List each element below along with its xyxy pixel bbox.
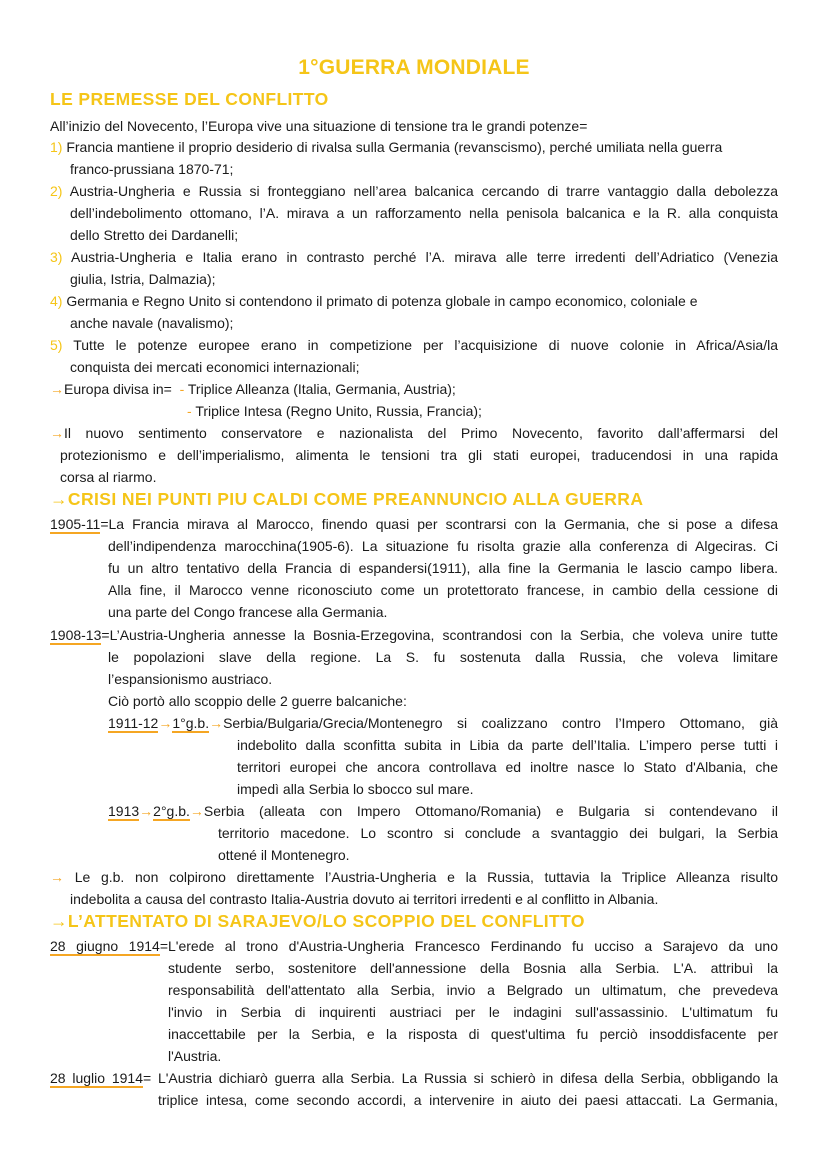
event-text-line: responsabilità dell'attentato alla Serbia, invio a Belgrado un ultimatum, che prevedeva [168,982,778,998]
event-text-line: studente serbo, sostenitore dell'annessione della Bosnia alla Serbia. L'A. attribuì la [168,960,778,976]
arrow-icon: → [50,425,64,441]
event-text: =L'erede al trono d'Austria-Ungheria Francesco Ferdinando fu ucciso a Sarajevo da uno [159,938,778,954]
war-text-line: territori europei che ancora controllava ed inoltre nasce lo Stato d'Albania, che [237,759,778,775]
heading-text: L’ATTENTATO DI SARAJEVO/LO SCOPPIO DEL CONFLITTO [67,911,585,931]
event-text-line: triplice intesa, come secondo accordi, a intervenire in aiuto dei paesi attaccati. La Germania, [158,1092,778,1108]
list-item-text: Germania e Regno Unito si contendono il primato di potenza globale in campo economico, coloniale e [66,293,698,309]
event-text-line: fu un altro tentativo della Francia di espandersi(1911), alla fine la Germania le lascio campo libera. [108,560,778,576]
list-item-text: giulia, Istria, Dalmazia); [70,271,216,287]
list-item-text: Austria-Ungheria e Italia erano in contrasto perché l’A. mirava alle terre irredenti dell’Adriatico (Venezia [71,249,778,265]
war-text: Serbia (alleata con Impero Ottomano/Romania) e Bulgaria si contendevano il [203,803,778,819]
balkan-wars-consequence [50,866,778,888]
list-item-text: Tutte le potenze europee erano in competizione per l’acquisizione di nuove colonie in Africa/Asia/la [73,337,779,353]
arrow-icon: → [158,715,173,731]
arrow-icon: → [50,911,68,931]
event-date: 28 giugno 1914 [50,938,160,954]
event-28-giugno-1914 [50,935,778,957]
arrow-icon: → [50,489,68,509]
sentiment-paragraph [50,422,778,444]
arrow-icon: → [209,715,224,731]
arrow-icon: → [50,869,64,885]
section-heading-premesse: LE PREMESSE DEL CONFLITTO [50,89,329,109]
intro-text: All’inizio del Novecento, l’Europa vive una situazione di tensione tra le grandi potenze= [50,118,588,134]
alliance-triplice-alleanza: Triplice Alleanza (Italia, Germania, Austria); [187,381,456,397]
event-1908-13 [50,624,778,646]
paragraph-line: corsa al riarmo. [60,469,157,485]
list-item-4 [50,290,698,312]
list-item-text: dello Stretto dei Dardanelli; [70,227,239,243]
event-text: =La Francia mirava al Marocco, finendo quasi per scontrarsi con la Germania, che si pose a difesa [100,516,778,532]
event-text-line: le popolazioni slave della regione. La S. fu sostenuta dalla Russia, che voleva limitare [108,649,778,665]
war-text-line: indebolito dalla sconfitta subita in Libia da parte dell’Italia. L’impero perse tutti i [237,737,778,753]
event-text-line: dell’indipendenza marocchina(1905-6). La situazione fu risolta grazie alla conferenza di Algeciras. Ci [108,538,778,554]
war-text-line: ottené il Montenegro. [218,847,350,863]
arrow-icon: → [189,803,204,819]
event-text-line: Ciò portò allo scoppio delle 2 guerre balcaniche: [108,693,407,709]
alliance-triplice-intesa: Triplice Intesa (Regno Unito, Russia, Francia); [195,403,482,419]
event-text-line: l'Austria. [168,1048,222,1064]
arrow-icon: → [50,381,64,397]
war-date: 1911-12 [108,715,159,731]
event-text-line: l'invio in Serbia di inquirenti austriaci per le indagini sull'assassinio. L'ultimatum fu [168,1004,778,1020]
paragraph-line: indebolita a causa del contrasto Italia-Austria dovuto ai territori irredenti e al conflitto in Albania. [70,891,659,907]
alliance-triplice-intesa-line [187,400,482,422]
list-item-5 [50,334,778,356]
list-item-1 [50,136,722,158]
europa-divisa-line [50,378,456,400]
war-text-line: territorio macedone. Lo scontro si conclude a svantaggio dei bulgari, la Serbia [218,825,778,841]
list-item-text: Austria-Ungheria e Russia si fronteggiano nell’area balcanica cercando di trarre vantaggio dalla debolezza [69,183,778,199]
war-label: 2°g.b. [153,803,190,819]
event-1905-11 [50,513,778,535]
event-text: =L’Austria-Ungheria annesse la Bosnia-Erzegovina, scontrandosi con la Serbia, che voleva unire tutte [101,627,778,643]
event-text-line: inaccettabile per la Serbia, e la risposta di quest'ultima fu perciò insoddisfacente per [168,1026,778,1042]
dash-bullet: - [187,403,192,419]
section-heading-crisi [50,489,643,510]
paragraph-line: Il nuovo sentimento conservatore e nazionalista del Primo Novecento, favorito dall’affermarsi del [64,425,778,441]
war-text: Serbia/Bulgaria/Grecia/Montenegro si coalizzano contro l’Impero Ottomano, già [223,715,778,731]
list-number: 1) [50,139,63,155]
list-item-text: franco-prussiana 1870-71; [70,161,234,177]
list-item-text: dell’indebolimento ottomano, l’A. mirava a un rafforzamento nella penisola balcanica e la R. alla conquista [70,205,778,221]
event-text-line: Alla fine, il Marocco venne riconosciuto come un protettorato francese, in cambio della cessione di [108,582,778,598]
war-label: 1°g.b. [172,715,210,731]
event-date: 1905-11 [50,516,101,532]
paragraph-line: Le g.b. non colpirono direttamente l’Austria-Ungheria e la Russia, tuttavia la Triplice Alleanza risulto [74,869,778,885]
list-number: 5) [50,337,63,353]
list-item-3 [50,246,778,268]
page-title: 1°GUERRA MONDIALE [298,56,530,79]
war-text-line: impedì alla Serbia lo sbocco sul mare. [237,781,474,797]
list-item-2 [50,180,778,202]
event-28-luglio-1914 [50,1067,778,1089]
event-date: 1908-13 [50,627,102,643]
event-date: 28 luglio 1914 [50,1070,143,1086]
heading-text: CRISI NEI PUNTI PIU CALDI COME PREANNUNCIO ALLA GUERRA [67,489,644,509]
arrow-icon: → [139,803,154,819]
dash-bullet: - [179,381,185,397]
balkan-war-2 [108,800,778,822]
section-heading-sarajevo [50,911,585,932]
list-number: 3) [50,249,63,265]
event-text-line: una parte del Congo francese alla Germania. [108,604,388,620]
list-number: 2) [50,183,63,199]
list-item-text: conquista dei mercati economici internazionali; [70,359,360,375]
balkan-war-1 [108,712,778,734]
paragraph-line: protezionismo e dell’imperialismo, alimenta le tensioni tra gli stati europei, traducendosi in una rapida [60,447,778,463]
list-item-text: Francia mantiene il proprio desiderio di rivalsa sulla Germania (revanscismo), perché umiliata nella guerra [66,139,723,155]
war-date: 1913 [108,803,140,819]
divisa-label: Europa divisa in= [64,381,172,397]
list-item-text: anche navale (navalismo); [70,315,234,331]
event-text-line: l’espansionismo austriaco. [108,671,273,687]
list-number: 4) [50,293,63,309]
event-text: = L'Austria dichiarò guerra alla Serbia. La Russia si schierò in difesa della Serbia, obbligando la [143,1070,778,1086]
